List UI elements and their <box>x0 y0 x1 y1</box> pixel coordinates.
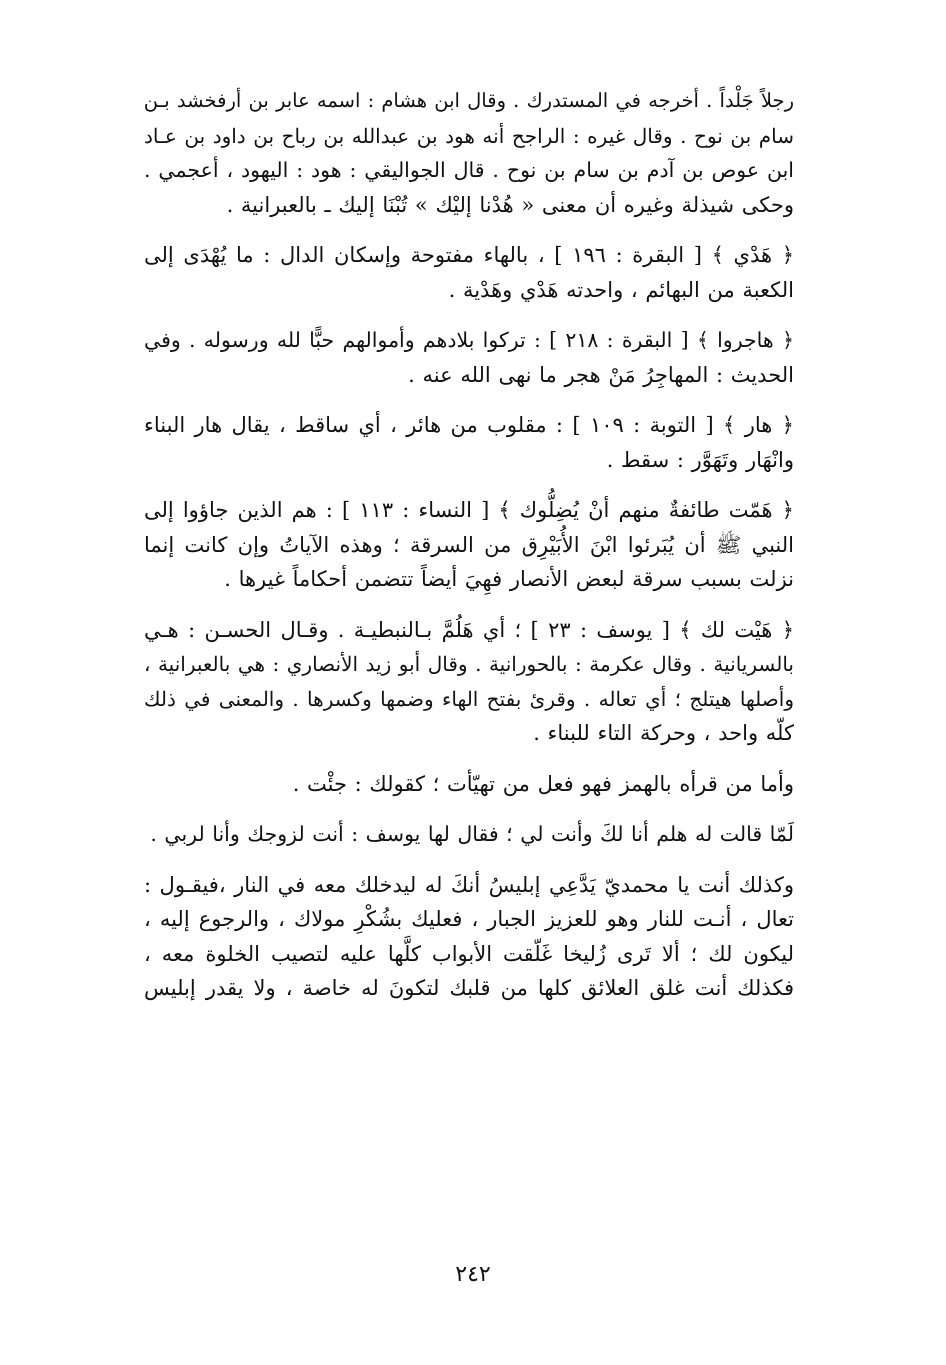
paragraph-hady <box>144 238 794 307</box>
text-line: ﴿ هَمّت طائفةٌ منهم أنْ يُضِلُّوك ﴾ [ النساء : ١١٣ ] : هم الذين جاؤوا إلى <box>144 498 794 522</box>
text-line: بالسريانية . وقال عكرمة : بالحورانية . وقال أبو زيد الأنصاري : هي بالعبرانية ، <box>144 652 794 676</box>
text-line: سام بن نوح . وقال غيره : الراجح أنه هود بن عبدالله بن رباح بن داود بن عـاد <box>144 123 794 148</box>
text-line: تعال ، أنـت للنار وهو للعزيز الجبار ، فعليك بشُكْرِ مولاك ، والرجوع إليه ، <box>144 907 794 931</box>
text-line: ﴿ هَدْي ﴾ [ البقرة : ١٩٦ ] ، بالهاء مفتوحة وإسكان الدال : ما يُهْدَى إلى <box>144 243 794 267</box>
text-line: ﴿ هار ﴾ [ التوبة : ١٠٩ ] : مقلوب من هائر ، أي ساقط ، يقال هار البناء <box>144 413 794 437</box>
text-line: وأما من قرأه بالهمز فهو فعل من تهيّأت ؛ كقولك : جئْت . <box>292 771 794 796</box>
text-line: وأصلها هيتلج ؛ أي تعاله . وقرئ بفتح الهاء وضمها وكسرها . والمعنى في ذلك <box>144 686 794 711</box>
page-text <box>144 84 794 1022</box>
paragraph-hajaru <box>144 323 794 392</box>
text-line: نزلت بسبب سرقة لبعض الأنصار فهِيَ أيضاً تتضمن أحكاماً غيرها . <box>224 567 794 591</box>
text-line: رجلاً جَلْداً . أخرجه في المستدرك . وقال ابن هشام : اسمه عابر بن أرفخشد بـن <box>143 89 794 112</box>
text-line: ابن عوص بن آدم بن سام بن نوح . قال الجواليقي : هود : اليهود ، أعجمي . <box>144 158 794 182</box>
paragraph-har <box>144 408 794 477</box>
text-line: وكذلك أنت يا محمديّ يَدَّعِي إبليسُ أنكَ له ليدخلك معه في النار ،فيقـول : <box>144 872 794 897</box>
text-line: ﴿ هَيْت لك ﴾ [ يوسف : ٢٣ ] ؛ أي هَلُمَّ بـالنبطيـة . وقـال الحسـن : هـي <box>144 617 794 642</box>
paragraph-yusuf-reply <box>144 817 794 852</box>
text-line: الحديث : المهاجِرُ مَنْ هجر ما نهى الله عنه . <box>408 362 794 387</box>
text-line: كلّه واحد ، وحركة التاء للبناء . <box>533 721 794 745</box>
paragraph-hud-origin <box>144 84 794 222</box>
text-line: النبي ﷺ أن يُبَرئوا ابْنَ الأُبَيْرِق من السرقة ؛ وهذه الآياتُ وإن كانت إنما <box>144 532 794 557</box>
text-line: الكعبة من البهائم ، واحدته هَدْي وهَدْية . <box>448 277 794 302</box>
text-line: فكذلك أنت غلق العلائق كلها من قلبك لتكونَ له خاصة ، ولا يقدر إبليس <box>144 976 794 1000</box>
paragraph-hammat <box>144 493 794 597</box>
paragraph-hayta-laka <box>144 613 794 751</box>
text-line: ﴿ هاجروا ﴾ [ البقرة : ٢١٨ ] : تركوا بلادهم وأموالهم حبًّا لله ورسوله . وفي <box>144 328 794 352</box>
text-line: ليكون لك ؛ ألا تَرى زُليخا غَلّقت الأبواب كلَّها عليه لتصيب الخلوة معه ، <box>144 941 794 966</box>
text-line: لَمّا قالت له هلم أنا لكَ وأنت لي ؛ فقال لها يوسف : أنت لزوجك وأنا لربي . <box>150 822 794 846</box>
text-line: وحكى شيذلة وغيره أن معنى « هُدْنا إليْك » تُبْنَا إليك ـ بالعبرانية . <box>226 192 794 217</box>
paragraph-reflection <box>144 868 794 1006</box>
text-line: وانْهَار وتَهَوَّر : سقط . <box>606 447 794 472</box>
page-number: ٢٤٢ <box>455 1262 491 1287</box>
paragraph-hamz-reading <box>144 767 794 802</box>
